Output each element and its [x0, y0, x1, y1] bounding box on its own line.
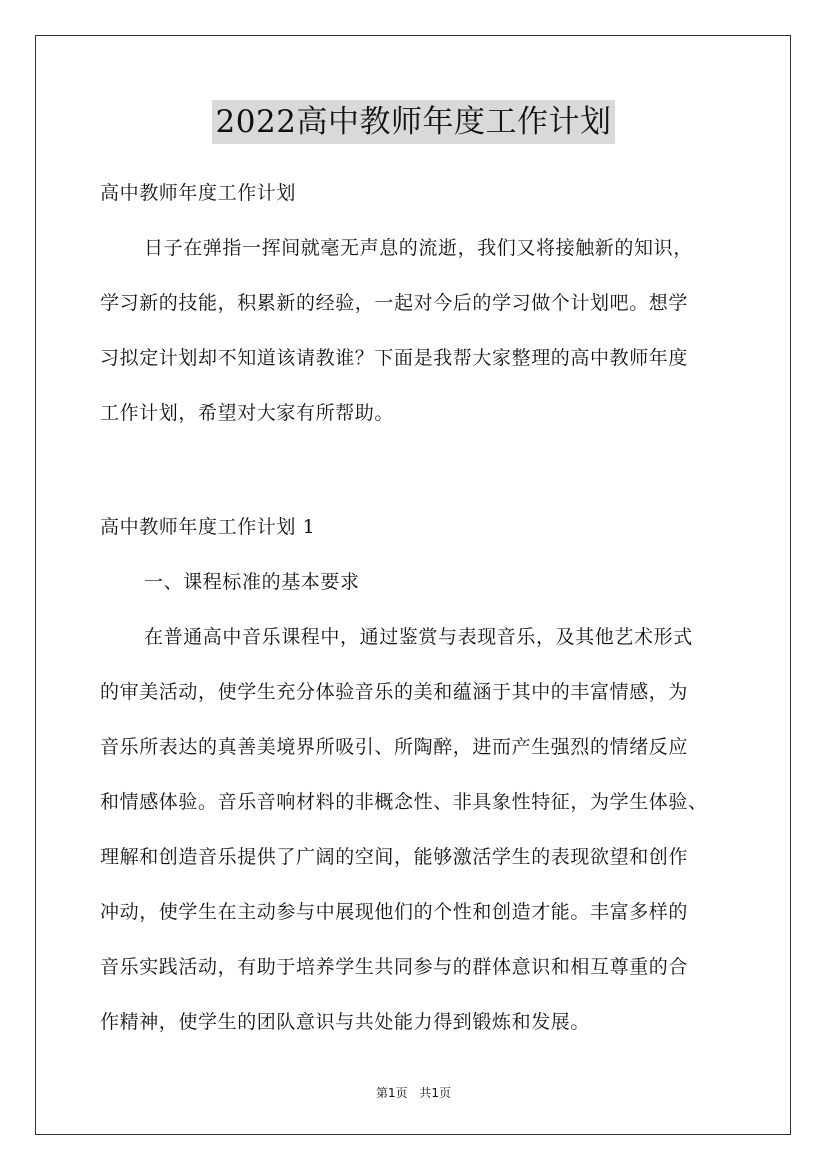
heading: 高中教师年度工作计划 [100, 182, 297, 204]
body-line-5: 理解和创造音乐提供了广阔的空间，能够激活学生的表现欲望和创作 [100, 846, 689, 868]
paragraph-gap [100, 445, 740, 504]
intro-line-1: 日子在弹指一挥间就毫无声息的流逝，我们又将接触新的知识， [144, 237, 693, 259]
body-line-3: 音乐所表达的真善美境界所吸引、所陶醉，进而产生强烈的情绪反应 [100, 736, 689, 758]
page-total: 共1页 [419, 1086, 452, 1100]
body-line-8: 作精神，使学生的团队意识与共处能力得到锻炼和发展。 [100, 1011, 591, 1033]
document-body [100, 170, 740, 1054]
body-line-7: 音乐实践活动，有助于培养学生共同参与的群体意识和相互尊重的合 [100, 956, 689, 978]
body-line-2: 的审美活动，使学生充分体验音乐的美和蕴涵于其中的丰富情感，为 [100, 681, 689, 703]
document-title [0, 100, 827, 144]
subsection-title: 一、课程标准的基本要求 [144, 571, 360, 593]
section-title: 高中教师年度工作计划 1 [100, 516, 316, 538]
intro-line-4: 工作计划，希望对大家有所帮助。 [100, 402, 395, 424]
intro-line-2: 学习新的技能，积累新的经验，一起对今后的学习做个计划吧。想学 [100, 292, 689, 314]
body-line-4: 和情感体验。音乐音响材料的非概念性、非具象性特征，为学生体验、 [100, 791, 708, 813]
page-number: 第1页 [375, 1086, 408, 1100]
document-title-text: 2022高中教师年度工作计划 [212, 100, 616, 144]
intro-line-3: 习拟定计划却不知道该请教谁？下面是我帮大家整理的高中教师年度 [100, 347, 689, 369]
body-line-6: 冲动，使学生在主动参与中展现他们的个性和创造才能。丰富多样的 [100, 901, 689, 923]
page-footer [0, 1084, 827, 1101]
body-line-1: 在普通高中音乐课程中，通过鉴赏与表现音乐，及其他艺术形式 [144, 626, 693, 648]
